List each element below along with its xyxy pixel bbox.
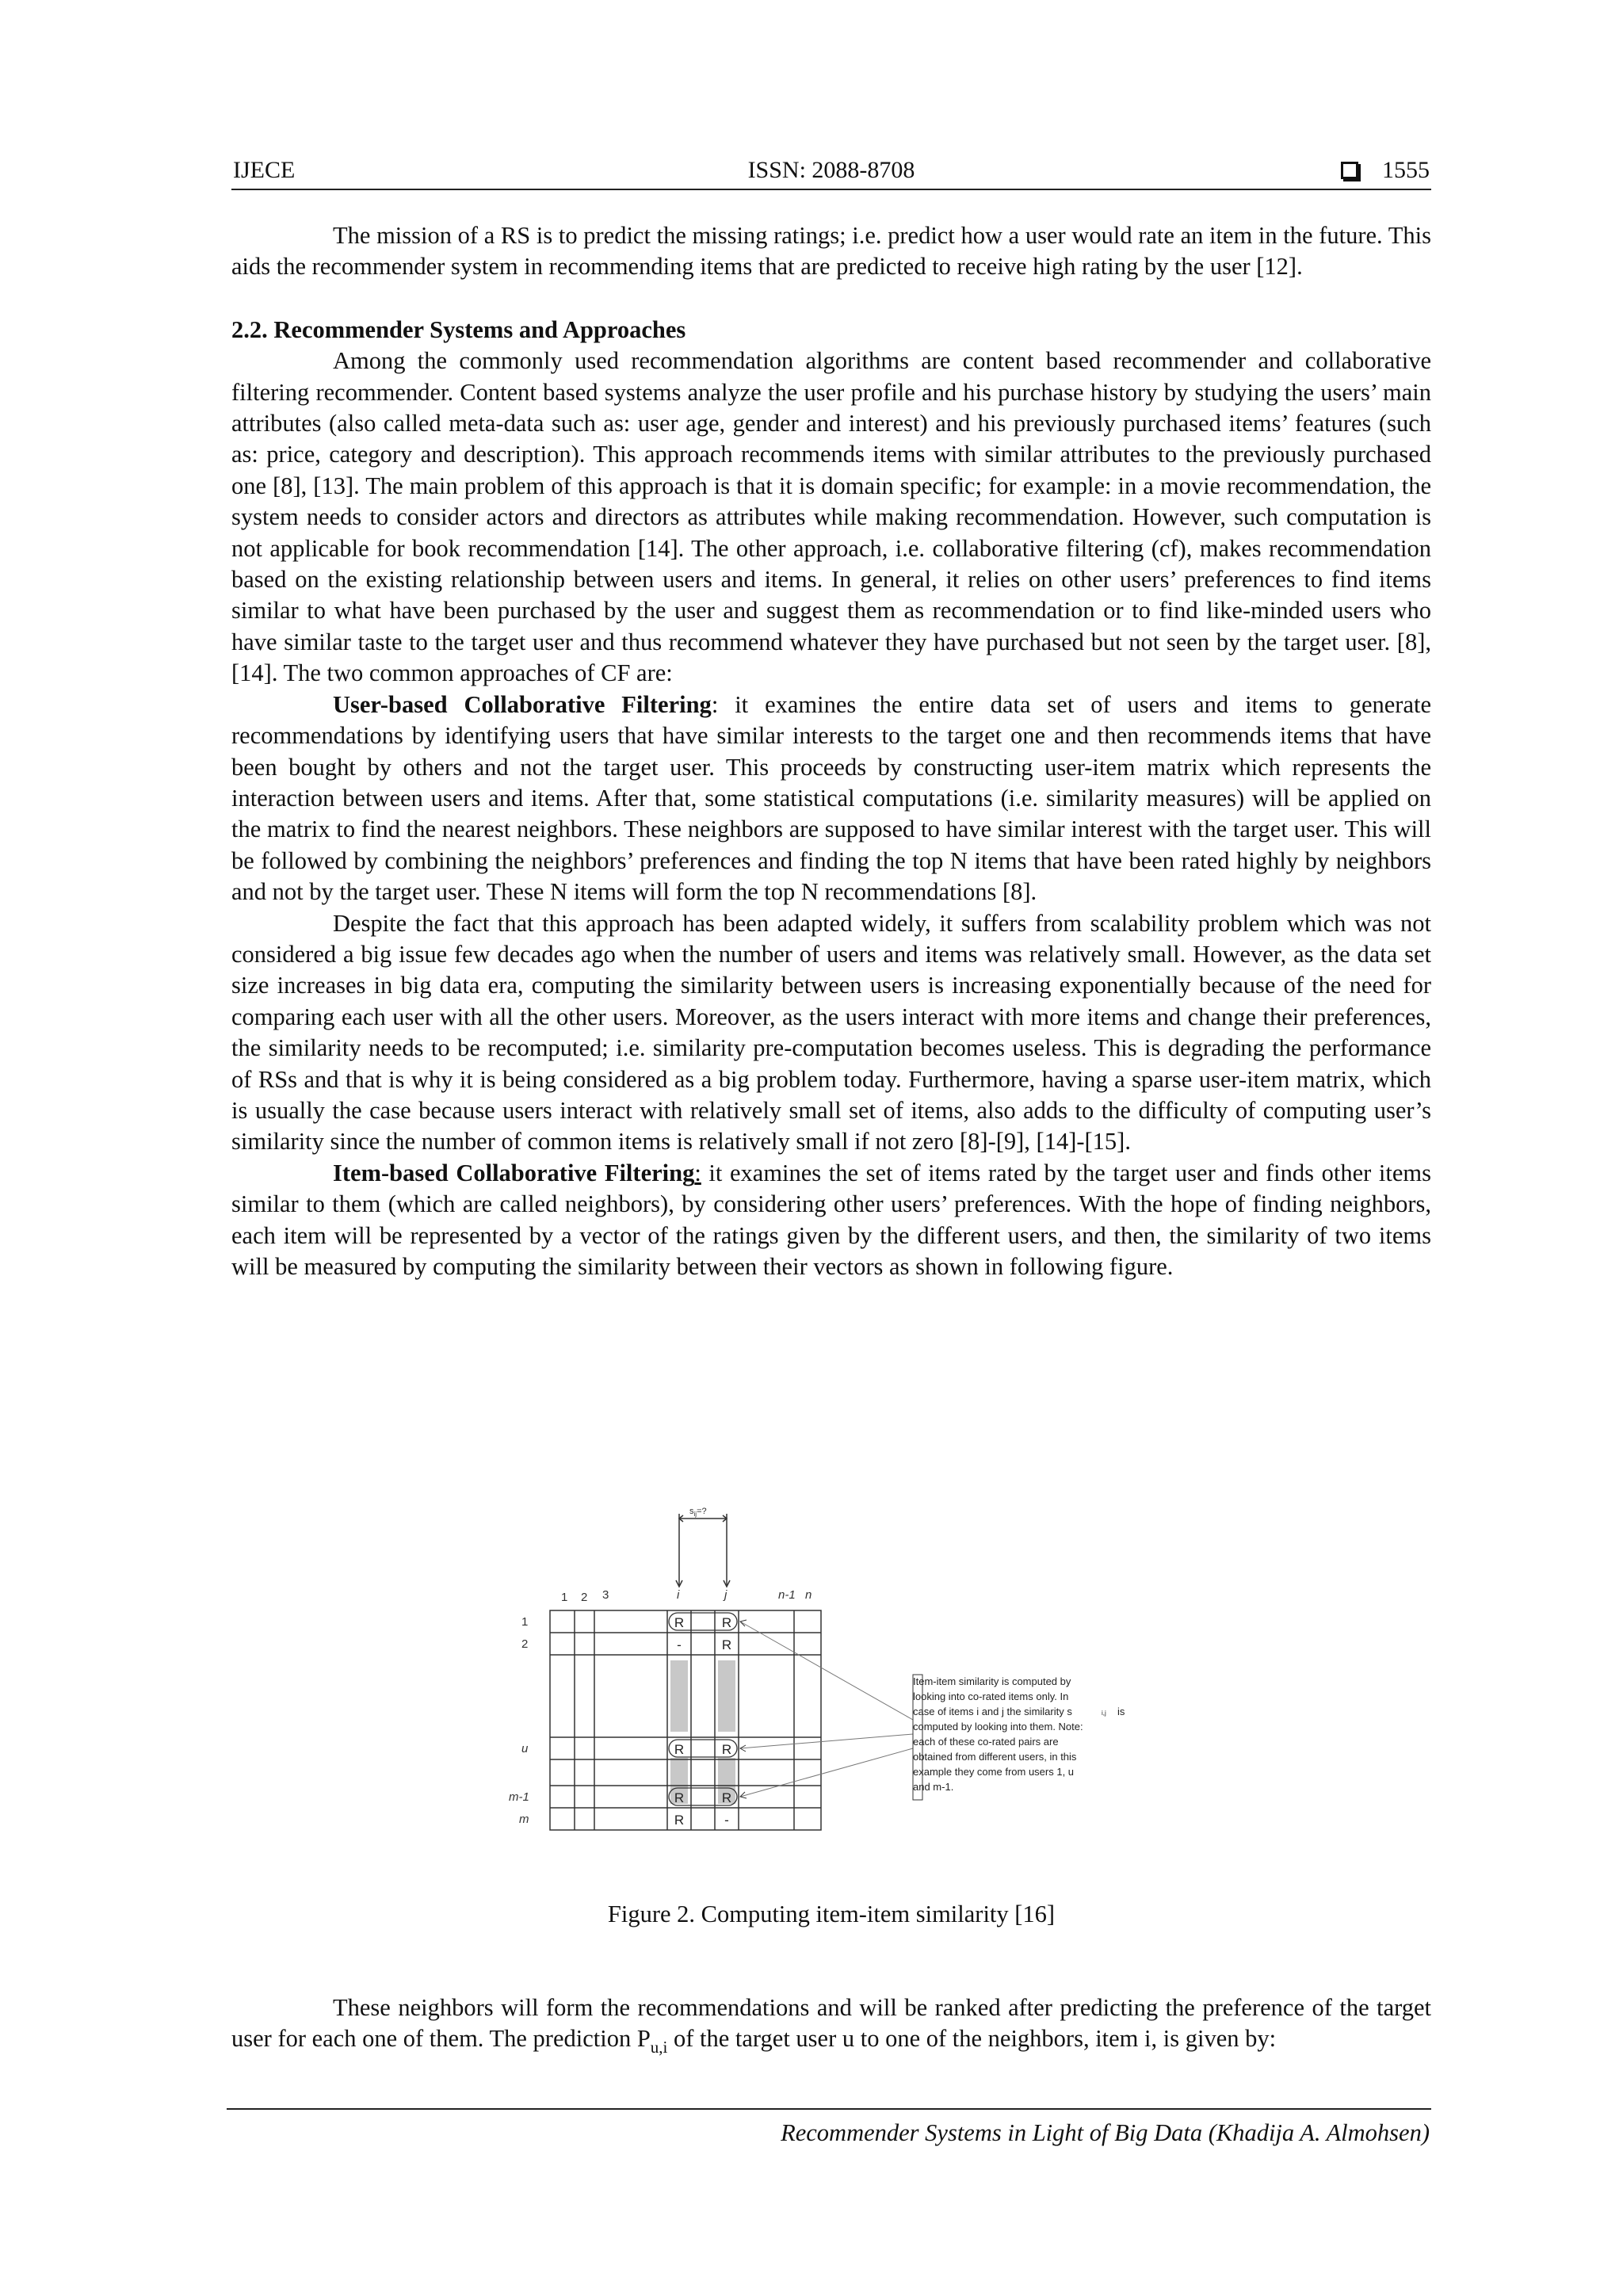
body-text-continued (231, 1992, 1431, 2057)
page-footer (227, 2108, 1431, 2149)
col-label-n-1: n-1 (778, 1588, 796, 1602)
col-label-2: 2 (581, 1591, 588, 1604)
page-header (231, 155, 1431, 190)
paragraph-mission: The mission of a RS is to predict the missing ratings; i.e. predict how a user would rate an item in the future. This aids the recommender system in recommending items that are predicted to receive high rating by the user [12]. (231, 222, 1431, 281)
svg-text:each of these co-rated pairs a: each of these co-rated pairs are (913, 1736, 1059, 1748)
journal-name: IJECE (233, 157, 296, 183)
figure-caption: Figure 2. Computing item-item similarity [16] (607, 1901, 1056, 1927)
section-title: 2.2. Recommender Systems and Approaches (231, 315, 686, 343)
column-i-shade-upper (670, 1660, 688, 1732)
col-label-n: n (805, 1588, 812, 1602)
cell-2-i: - (677, 1637, 682, 1652)
col-label-1: 1 (561, 1591, 568, 1604)
cell-m1-i: R (674, 1790, 685, 1805)
row-label-m: m (519, 1813, 529, 1826)
cell-u-i: R (674, 1742, 685, 1757)
note-text (913, 1675, 1125, 1793)
square-icon (1341, 162, 1358, 179)
svg-text:computed by looking into them.: computed by looking into them. Note: (913, 1721, 1083, 1733)
svg-text:i,j: i,j (1102, 1710, 1106, 1717)
cell-m1-j: R (721, 1790, 732, 1805)
svg-text:example they come from users: example they come from users 1, u (913, 1766, 1075, 1778)
paragraph-scalability: Despite the fact that this approach has been adapted widely, it suffers from scalability problem which was not considered a big issue few decades ago when the number of users and items was relatively small. However, as the data set size increases in big data era, computing the similarity between users is increasing exponentially because of the need for comparing each user with all the other users. Moreover, as the users interact with more items and change their preferences, the similarity needs to be recomputed; i.e. similarity pre-computation becomes useless. This is degrading the performance of RSs and that is why it is being considered as a big problem today. Furthermore, having a sparse user-item matrix, which is usually the case because users interact with relatively small set of items, also adds to the difficulty of computing user’s similarity since the number of common items is relatively small if not zero [8]-[9], [14]-[15]. (231, 909, 1431, 1156)
svg-text:Item-item similarity is comput: Item-item similarity is computed by (913, 1675, 1071, 1687)
similarity-arrow (676, 1514, 730, 1587)
footer-text: Recommender Systems in Light of Big Data (Khadija A. Almohsen) (781, 2119, 1430, 2146)
page-number: 1555 (1382, 157, 1430, 183)
row-label-u: u (521, 1742, 529, 1755)
user-based-text: : it examines the entire data set of users and items to generate recommendations by identifying users that have similar interests to the target one and then recommends items that have been bought by others and not the target user. This proceeds by constructing user-item matrix which represents the interaction between users and items. After that, some statistical computations (i.e. similarity measures) will be applied on the matrix to find the nearest neighbors. These neighbors are supposed to have similar interest with the target user. This will be followed by combining the neighbors’ preferences and finding the top N items that have been rated highly by neighbors and not by the target user. These N items will form the top N recommendations [8]. (231, 690, 1432, 906)
cell-1-i: R (674, 1615, 685, 1630)
svg-text:looking into co-rated items on: looking into co-rated items only. In (913, 1690, 1069, 1702)
issn: ISSN: 2088-8708 (747, 157, 915, 183)
svg-text:and m-1.: and m-1. (913, 1781, 954, 1793)
paragraph-approaches: Among the commonly used recommendation algorithms are content based recommender and collaborative filtering recommender. Content based systems analyze the user profile and his purchase history by studying the users’ main attributes (also called meta-data such as: user age, gender and interest) and his previously purchased items’ features (such as: price, category and description). This approach recommends items with similar attributes to the previously purchased one [8], [13]. The main problem of this approach is that it is domain specific; for example: in a movie recommendation, the system needs to consider actors and directors as attributes while making recommendation. However, such computation is not applicable for book recommendation [14]. The other approach, i.e. collaborative filtering (cf), makes recommendation based on the existing relationship between users and items. In general, it relies on other users’ preferences to find items similar to what have been purchased by the user and suggest them as recommendation or to find like-minded users who have similar taste to the target user and thus recommend whatever they have purchased but not seen by the target user. [8], [14]. The two common approaches of CF are: (231, 347, 1431, 687)
cell-m-j: - (724, 1813, 729, 1828)
cell-u-j: R (721, 1742, 732, 1757)
svg-text:case of items i and j the sim: case of items i and j the similarity s (913, 1706, 1072, 1717)
cell-2-j: R (721, 1637, 732, 1652)
row-label-m-1: m-1 (509, 1790, 529, 1804)
row-label-2: 2 (521, 1637, 529, 1651)
item-item-matrix-diagram (475, 1490, 1189, 1886)
item-based-colon: : (694, 1159, 701, 1186)
body-text (231, 220, 1431, 1282)
column-j-shade-upper (718, 1660, 735, 1732)
item-based-text: it examines the set of items rated by the target user and finds other items similar to them (which are called neighbors), by considering other users’ preferences. With the hope of finding neighbors, each item will be represented by a vector of the ratings given by the different users, and then, the similarity of two items will be measured by computing the similarity between their vectors as shown in following figure. (231, 1159, 1431, 1280)
term-user-based: User-based Collaborative Filtering (333, 690, 712, 718)
cell-1-j: R (721, 1615, 732, 1630)
similarity-label: $s_{ij}=$? (689, 1507, 707, 1518)
row-label-1: 1 (521, 1615, 529, 1629)
paragraph-item-based (231, 1158, 1431, 1283)
svg-text:is: is (1117, 1706, 1125, 1717)
cell-m-i: R (674, 1813, 685, 1828)
col-label-i: i (677, 1588, 680, 1602)
page-number-group (1341, 157, 1430, 184)
col-label-j: j (724, 1588, 727, 1602)
paragraph-prediction: These neighbors will form the recommendations and will be ranked after predicting the preference of the target user for each one of them. The prediction $P_{u,i}$ of the target user u to one of the neighbors, item i, is given by: (231, 1994, 1431, 2057)
prediction-subscript: u,i (650, 2038, 668, 2057)
figure-item-similarity (475, 1490, 1189, 1886)
paragraph-user-based (231, 690, 1431, 908)
col-label-3: 3 (602, 1588, 609, 1602)
note-pointers (740, 1620, 913, 1798)
term-item-based: Item-based Collaborative Filtering (333, 1159, 695, 1186)
svg-text:obtained from different users,: obtained from different users, in this (913, 1751, 1077, 1763)
